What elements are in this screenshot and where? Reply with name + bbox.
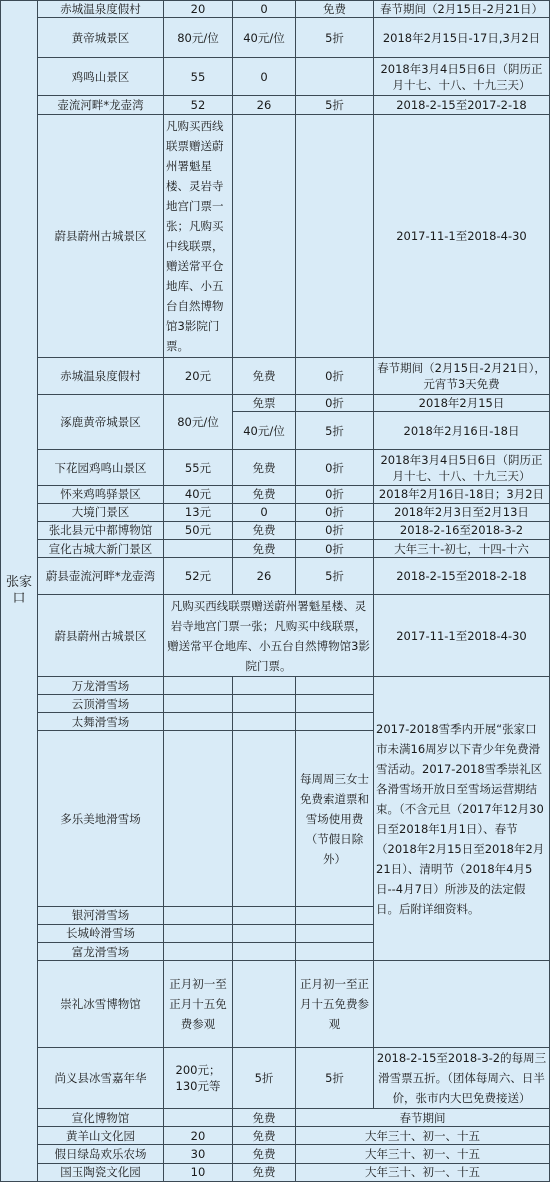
- cell: 40元/位: [233, 412, 296, 450]
- scenic-name: 张北县元中都博物馆: [38, 521, 164, 539]
- period-cell: 2018年2月3日至2月13日: [374, 503, 550, 521]
- cell: 0: [233, 1, 296, 18]
- cell: 5折: [296, 95, 374, 114]
- cell: 免费: [233, 521, 296, 539]
- table-row: [1, 540, 550, 558]
- scenic-name: 蔚县蔚州古城景区: [38, 595, 164, 677]
- cell: [164, 731, 233, 906]
- period-cell: 春节期间（2月15日-2月21日），元宵节3天免费: [374, 357, 550, 394]
- period-cell: 2018年2月16日-18日；3月2日: [374, 485, 550, 503]
- scenic-name: 壶流河畔*龙壶湾: [38, 95, 164, 114]
- cell: [233, 713, 296, 731]
- scenic-name: 宣化古城大新门景区: [38, 540, 164, 558]
- scenic-name: 鸡鸣山景区: [38, 58, 164, 95]
- table-row: [1, 503, 550, 521]
- scenic-name: 万龙滑雪场: [38, 677, 164, 695]
- period-cell: 2018年2月15日: [374, 394, 550, 411]
- cell: 正月初一至正月十五免费参观: [164, 961, 233, 1048]
- period-cell: 2018-2-15至2018-2-18: [374, 558, 550, 595]
- cell: 40元/位: [233, 18, 296, 58]
- scenic-name: 长城岭滑雪场: [38, 924, 164, 942]
- cell: 80元/位: [164, 394, 233, 449]
- cell: [296, 924, 374, 942]
- cell: 55元: [164, 450, 233, 485]
- ski-note-cell: 2017-2018雪季内开展“张家口市未满16周岁以下青少年免费滑雪活动。2017-2018雪季崇礼区各滑雪场开放日至雪场运营期结束。（不含元旦（2017年12月30日至2018年1月1日）、春节（2018年2月15日至2018年2月21日）、清明节（2018年4月5日--4月7日）所涉及的法定假日。后附详细资料。: [374, 677, 550, 961]
- cell: [164, 1109, 233, 1127]
- cell: 凡购买西线联票赠送蔚州署魁星楼、灵岩寺地宫门票一张；凡购买中线联票，赠送常平仓地库、小五台自然博物馆3影院门票。: [164, 595, 374, 677]
- cell: [296, 695, 374, 713]
- table-row: [1, 485, 550, 503]
- period-cell: 2018年2月16日-18日: [374, 412, 550, 450]
- period-cell: 春节期间（2月15日-2月21日）: [374, 1, 550, 18]
- cell: 免费: [233, 357, 296, 394]
- table-row: [1, 1145, 550, 1163]
- scenic-name: 多乐美地滑雪场: [38, 731, 164, 906]
- cell: 0折: [296, 540, 374, 558]
- scenic-name: 蔚县壶流河畔*龙壶湾: [38, 558, 164, 595]
- cell: 0: [233, 58, 296, 95]
- period-cell: 2018-2-15至2018-3-2的每周三滑雪票五折。（团体每周六、日半价，张市内大巴免费接送）: [374, 1047, 550, 1108]
- scenic-name: 银河滑雪场: [38, 906, 164, 924]
- cell: [233, 942, 296, 960]
- cell: 凡购买西线联票赠送蔚州署魁星楼、灵岩寺地宫门票一张；凡购买中线联票，赠送常平仓地库、小五台自然博物馆3影院门票。: [164, 114, 233, 357]
- region-cell: 张家口: [1, 1, 38, 1182]
- cell: 20: [164, 1127, 233, 1145]
- cell: 免费: [233, 1163, 296, 1181]
- table-row: [1, 394, 550, 411]
- cell: [164, 677, 233, 695]
- cell: 30: [164, 1145, 233, 1163]
- cell: 26: [233, 95, 296, 114]
- scenic-name: 涿鹿黄帝城景区: [38, 394, 164, 449]
- cell: 80元/位: [164, 18, 233, 58]
- cell: 0折: [296, 521, 374, 539]
- cell: 200元；130元等: [164, 1047, 233, 1108]
- cell: [164, 906, 233, 924]
- scenic-name: 崇礼冰雪博物馆: [38, 961, 164, 1048]
- table-row: [1, 521, 550, 539]
- cell: [233, 924, 296, 942]
- cell: 免费: [233, 540, 296, 558]
- cell: 5折: [296, 558, 374, 595]
- period-cell: 2017-11-1至2018-4-30: [374, 595, 550, 677]
- scenic-name: 太舞滑雪场: [38, 713, 164, 731]
- cell: [296, 942, 374, 960]
- scenic-name: 大境门景区: [38, 503, 164, 521]
- table-row: [1, 961, 550, 1048]
- cell: 0折: [296, 485, 374, 503]
- cell: 55: [164, 58, 233, 95]
- cell: 10: [164, 1163, 233, 1181]
- scenic-name: 宣化博物馆: [38, 1109, 164, 1127]
- scenic-name: 赤城温泉度假村: [38, 1, 164, 18]
- table-row: [1, 595, 550, 677]
- cell: [233, 114, 296, 357]
- cell: 5折: [296, 1047, 374, 1108]
- scenic-name: 假日绿岛欢乐农场: [38, 1145, 164, 1163]
- table-row: [1, 58, 550, 95]
- cell: 26: [233, 558, 296, 595]
- table-row: [1, 558, 550, 595]
- scenic-name: 黄羊山文化园: [38, 1127, 164, 1145]
- cell: 0折: [296, 503, 374, 521]
- period-cell: 大年三十、初一、十五: [296, 1163, 550, 1181]
- cell: 免费: [233, 1127, 296, 1145]
- cell: 5折: [233, 1047, 296, 1108]
- cell: [233, 677, 296, 695]
- cell: 52元: [164, 558, 233, 595]
- cell: 0: [233, 503, 296, 521]
- scenic-name: 国玉陶瓷文化园: [38, 1163, 164, 1181]
- cell: [296, 713, 374, 731]
- cell: 免费: [233, 1109, 296, 1127]
- period-cell: 2018年3月4日5日6日（阴历正月十七、十八、十九三天）: [374, 450, 550, 485]
- cell: 0折: [296, 394, 374, 411]
- table-row: [1, 1163, 550, 1181]
- table-row: [1, 357, 550, 394]
- scenic-name: 黄帝城景区: [38, 18, 164, 58]
- cell: [233, 695, 296, 713]
- period-cell: 2018年2月15日-17日,3月2日: [374, 18, 550, 58]
- cell: [296, 906, 374, 924]
- scenic-name: 怀来鸡鸣驿景区: [38, 485, 164, 503]
- cell: 免费: [233, 450, 296, 485]
- cell: 5折: [296, 412, 374, 450]
- cell: [164, 942, 233, 960]
- period-cell: 春节期间: [296, 1109, 550, 1127]
- scenic-name: 赤城温泉度假村: [38, 357, 164, 394]
- table-row: [1, 1109, 550, 1127]
- scenic-name: 尚义县冰雪嘉年华: [38, 1047, 164, 1108]
- cell: [233, 961, 296, 1048]
- scenic-name: 下花园鸡鸣山景区: [38, 450, 164, 485]
- cell: [164, 924, 233, 942]
- cell: [164, 695, 233, 713]
- period-cell: 2018年3月4日5日6日（阴历正月十七、十八、十九三天）: [374, 58, 550, 95]
- table-row: [1, 1047, 550, 1108]
- cell: [296, 58, 374, 95]
- cell: 20元: [164, 357, 233, 394]
- period-cell: 2017-11-1至2018-4-30: [374, 114, 550, 357]
- period-cell: 2018-2-16至2018-3-2: [374, 521, 550, 539]
- cell: [296, 677, 374, 695]
- cell: 免费: [233, 1145, 296, 1163]
- cell: 0折: [296, 450, 374, 485]
- cell: 免票: [233, 394, 296, 411]
- period-cell: [374, 961, 550, 1048]
- cell: [164, 540, 233, 558]
- cell: 免费: [233, 485, 296, 503]
- table-row: [1, 677, 550, 695]
- period-cell: 2018-2-15至2017-2-18: [374, 95, 550, 114]
- cell: 40元: [164, 485, 233, 503]
- table-row: [1, 95, 550, 114]
- cell: 0折: [296, 357, 374, 394]
- period-cell: 大年三十、初一、十五: [296, 1145, 550, 1163]
- table-row: [1, 450, 550, 485]
- period-cell: 大年三十、初一、十五: [296, 1127, 550, 1145]
- cell: 5折: [296, 18, 374, 58]
- cell: 52: [164, 95, 233, 114]
- table-row: [1, 1, 550, 18]
- table-row: [1, 18, 550, 58]
- cell: [164, 713, 233, 731]
- cell: [233, 731, 296, 906]
- cell: 20: [164, 1, 233, 18]
- cell: [296, 114, 374, 357]
- cell: 免费: [296, 1, 374, 18]
- table-row: [1, 114, 550, 357]
- women-free-cell: 每周周三女士免费索道票和雪场使用费（节假日除外）: [296, 731, 374, 906]
- scenic-name: 富龙滑雪场: [38, 942, 164, 960]
- scenic-name: 云顶滑雪场: [38, 695, 164, 713]
- scenic-name: 蔚县蔚州古城景区: [38, 114, 164, 357]
- cell: [233, 906, 296, 924]
- cell: 正月初一至正月十五免费参观: [296, 961, 374, 1048]
- cell: 50元: [164, 521, 233, 539]
- table-row: [1, 1127, 550, 1145]
- period-cell: 大年三十-初七，十四-十六: [374, 540, 550, 558]
- cell: 13元: [164, 503, 233, 521]
